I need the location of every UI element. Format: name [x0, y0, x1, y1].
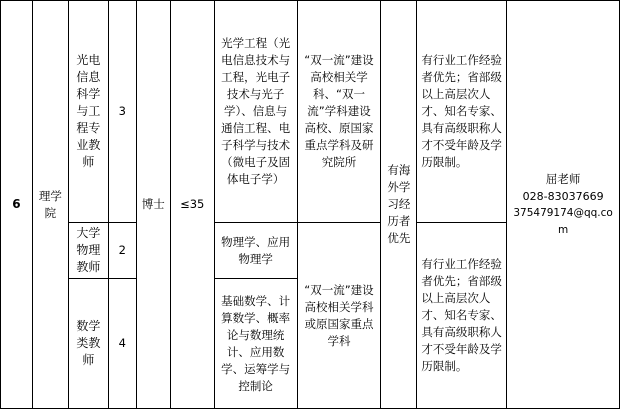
- position-count: 3: [108, 1, 136, 223]
- contact-email: 375479174@qq.com: [513, 206, 613, 236]
- school-requirement: “双一流”建设高校相关学科、“双一流”学科建设高校、原国家重点学科及研究院所: [297, 1, 381, 223]
- contact-cell: [507, 1, 620, 409]
- other-requirements: 有行业工作经验者优先；省部级以上高层次人才、知名专家、 具有高级职称人才不受年龄及学历限制。: [417, 1, 507, 223]
- position-count: 2: [108, 223, 136, 279]
- position-title: 光电信息科学与工程专业教师: [68, 1, 108, 223]
- contact-phone: 028-83037669: [522, 189, 604, 203]
- other-requirements: 有行业工作经验者优先；省部级以上高层次人才、知名专家、 具有高级职称人才不受年龄及学历限制。: [417, 223, 507, 409]
- major-requirement: 基础数学、计算数学、概率论与数理统计、应用数学、运筹学与控制论: [214, 279, 297, 409]
- degree-requirement: 博士: [136, 1, 170, 409]
- school-requirement: “双一流”建设高校相关学科或原国家重点学科: [297, 223, 381, 409]
- row-index: 6: [1, 1, 33, 409]
- major-requirement: 光学工程（光电信息技术与工程，光电子技术与光子学）、信息与通信工程、电子科学与技术（微电子及固体电子学）: [214, 1, 297, 223]
- preference-note: 有海外学习经历者优先: [381, 1, 417, 409]
- position-title: 数学类教师: [68, 279, 108, 409]
- age-requirement: ≤35: [170, 1, 214, 409]
- position-count: 4: [108, 279, 136, 409]
- position-title: 大学物理教师: [68, 223, 108, 279]
- table-row: [1, 1, 620, 223]
- contact-name: 屈老师: [545, 171, 581, 186]
- college-name: 理学院: [32, 1, 68, 409]
- major-requirement: 物理学、应用物理学: [214, 223, 297, 279]
